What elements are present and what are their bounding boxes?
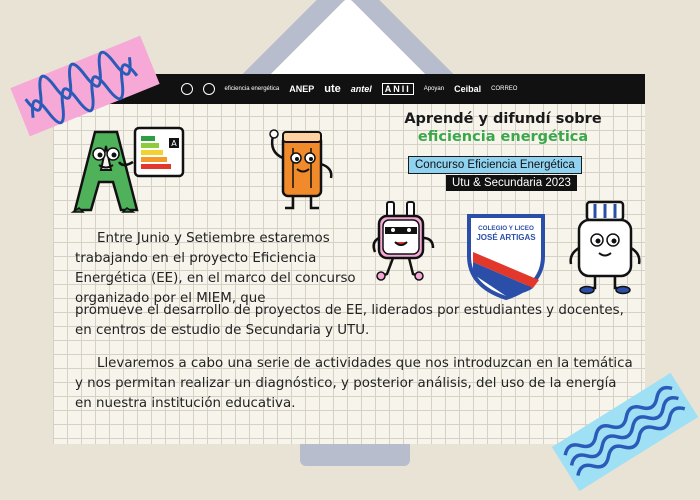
decorative-tape-top-left [10, 26, 160, 146]
edition-tag: Utu & Secundaria 2023 [446, 175, 577, 191]
logo-ute: ute [324, 83, 341, 95]
decorative-tape-bottom-right [550, 370, 700, 495]
school-badge-text [471, 224, 541, 242]
battery-mascot-icon [263, 118, 343, 223]
badge-line1: COLEGIO Y LICEO [478, 225, 534, 232]
ministry-logo-icon [203, 83, 215, 95]
headline-line2: eficiencia energética [417, 129, 589, 145]
logo-correo: CORREO [491, 86, 518, 92]
plug-mascot-icon [369, 194, 449, 294]
energy-label-rating: A [171, 139, 177, 148]
government-logo-icon [181, 83, 193, 95]
logo-antel: antel [350, 84, 372, 94]
contest-tag: Concurso Eficiencia Energética [408, 156, 582, 174]
logo-ceibal: Ceibal [454, 84, 482, 94]
bottle-mascot-icon [565, 196, 645, 306]
logo-eficiencia: eficiencia energética [224, 86, 280, 92]
badge-line2: JOSÉ ARTIGAS [476, 233, 536, 242]
headline [393, 110, 613, 146]
logo-anep: ANEP [289, 84, 315, 94]
logo-apoyan: Apoyan [423, 86, 445, 92]
paragraph-2: Llevaremos a cabo una serie de actividades que nos introduzcan en la temática y nos permitan realizar un diagnóstico, y posterior análisis, del uso de la energía en nuestra institución educativa. [75, 356, 633, 411]
paragraph-1-continued: promueve el desarrollo de proyectos de EE, liderados por estudiantes y docentes, en centros de estudio de Secundaria y UTU. [75, 303, 624, 338]
paragraph-1-intro: Entre Junio y Setiembre estaremos trabajando en el proyecto Eficiencia Energética (EE), en el marco del concurso organizado por el MIEM, que [75, 231, 356, 306]
logo-anii: ANII [382, 83, 414, 95]
headline-line1: Aprendé y difundí sobre [404, 111, 602, 127]
